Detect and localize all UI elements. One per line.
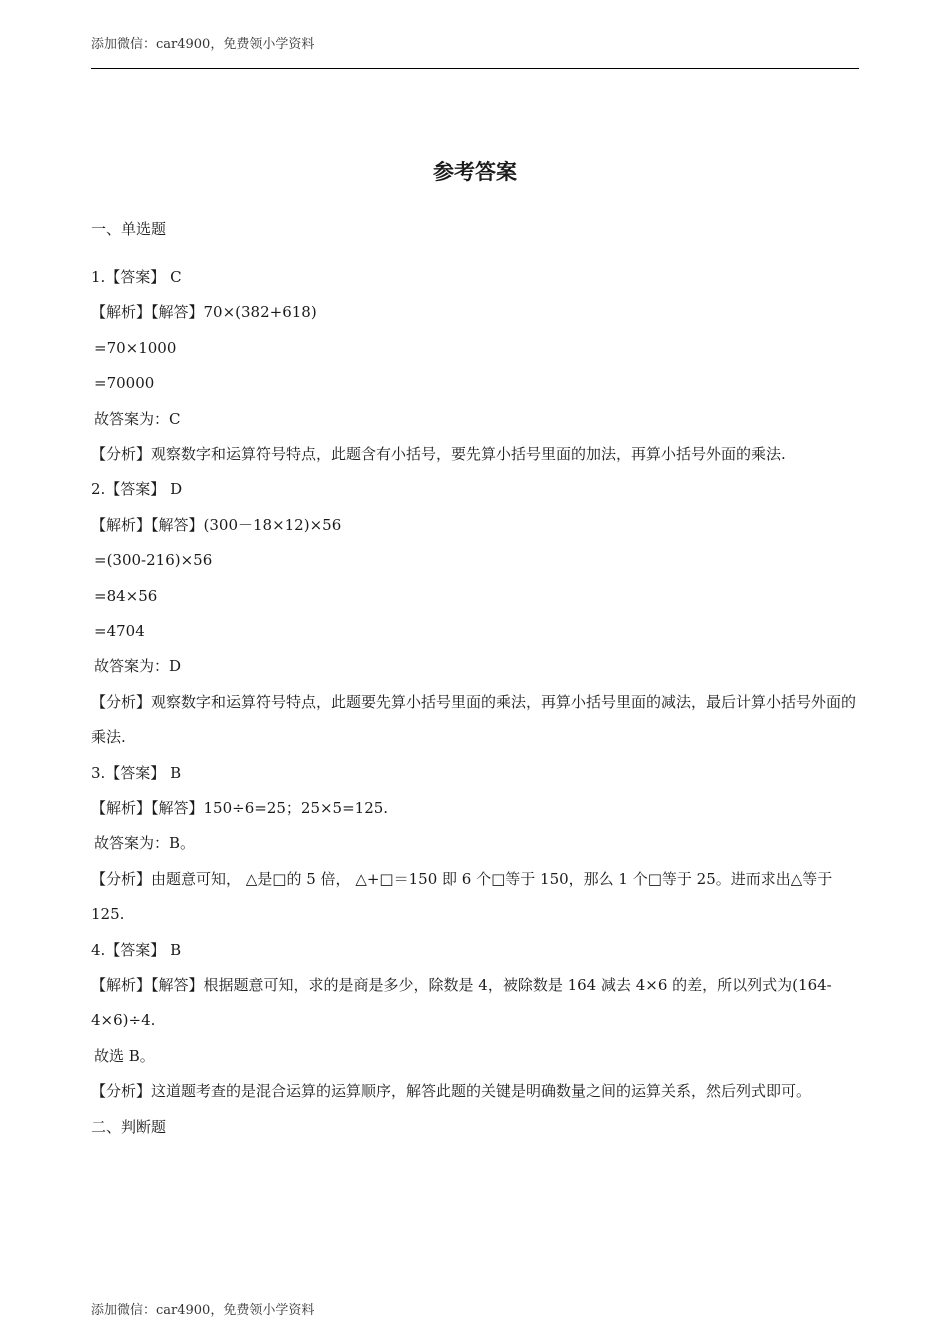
- q3-analysis: 【分析】由题意可知， △是□的 5 倍， △+□＝150 即 6 个□等于 150，那么 1 个□等于 25。进而求出△等于 125.: [91, 869, 833, 924]
- header-note: 添加微信：car4900，免费领小学资料: [91, 37, 315, 52]
- q1-solution-line: 【解析】【解答】70×(382+618): [91, 303, 317, 322]
- answer-content: [91, 216, 859, 1145]
- q2-solution-line: =84×56: [94, 586, 158, 605]
- q2-solution-line: =4704: [94, 621, 145, 640]
- q1-solution-line: =70×1000: [94, 338, 177, 357]
- q3-solution-line: 【解析】【解答】150÷6=25；25×5=125.: [91, 798, 389, 817]
- q2-analysis: 【分析】观察数字和运算符号特点，此题要先算小括号里面的乘法，再算小括号里面的减法，最后计算小括号外面的乘法.: [91, 692, 857, 747]
- q3-answer: 3.【答案】 B: [91, 763, 182, 782]
- q2-solution-line: 【解析】【解答】(300－18×12)×56: [91, 515, 342, 534]
- q1-solution-line: 故答案为：C: [94, 409, 181, 428]
- q4-solution-line: 故选 B。: [94, 1046, 155, 1065]
- header-rule: [91, 68, 859, 69]
- q1-analysis: 【分析】观察数字和运算符号特点，此题含有小括号，要先算小括号里面的加法，再算小括号外面的乘法.: [91, 444, 786, 463]
- q2-answer: 2.【答案】 D: [91, 480, 183, 499]
- q1-answer: 1.【答案】 C: [91, 268, 182, 286]
- q3-solution-line: 故答案为：B。: [94, 834, 196, 853]
- q4-solution-line: 【解析】【解答】根据题意可知，求的是商是多少，除数是 4，被除数是 164 减去 4×6 的差，所以列式为(164-4×6)÷4.: [91, 975, 832, 1030]
- section-heading-true-false: 二、判断题: [91, 1117, 167, 1136]
- q2-solution-line: =(300-216)×56: [94, 551, 213, 570]
- page-title: 参考答案: [433, 160, 517, 184]
- q4-analysis: 【分析】这道题考查的是混合运算的运算顺序，解答此题的关键是明确数量之间的运算关系，然后列式即可。: [91, 1082, 812, 1101]
- section-heading-single-choice: 一、单选题: [91, 220, 167, 238]
- q1-solution-line: =70000: [94, 374, 155, 393]
- footer-note: 添加微信：car4900，免费领小学资料: [91, 1303, 315, 1318]
- q2-solution-line: 故答案为：D: [94, 657, 182, 676]
- q4-answer: 4.【答案】 B: [91, 940, 182, 959]
